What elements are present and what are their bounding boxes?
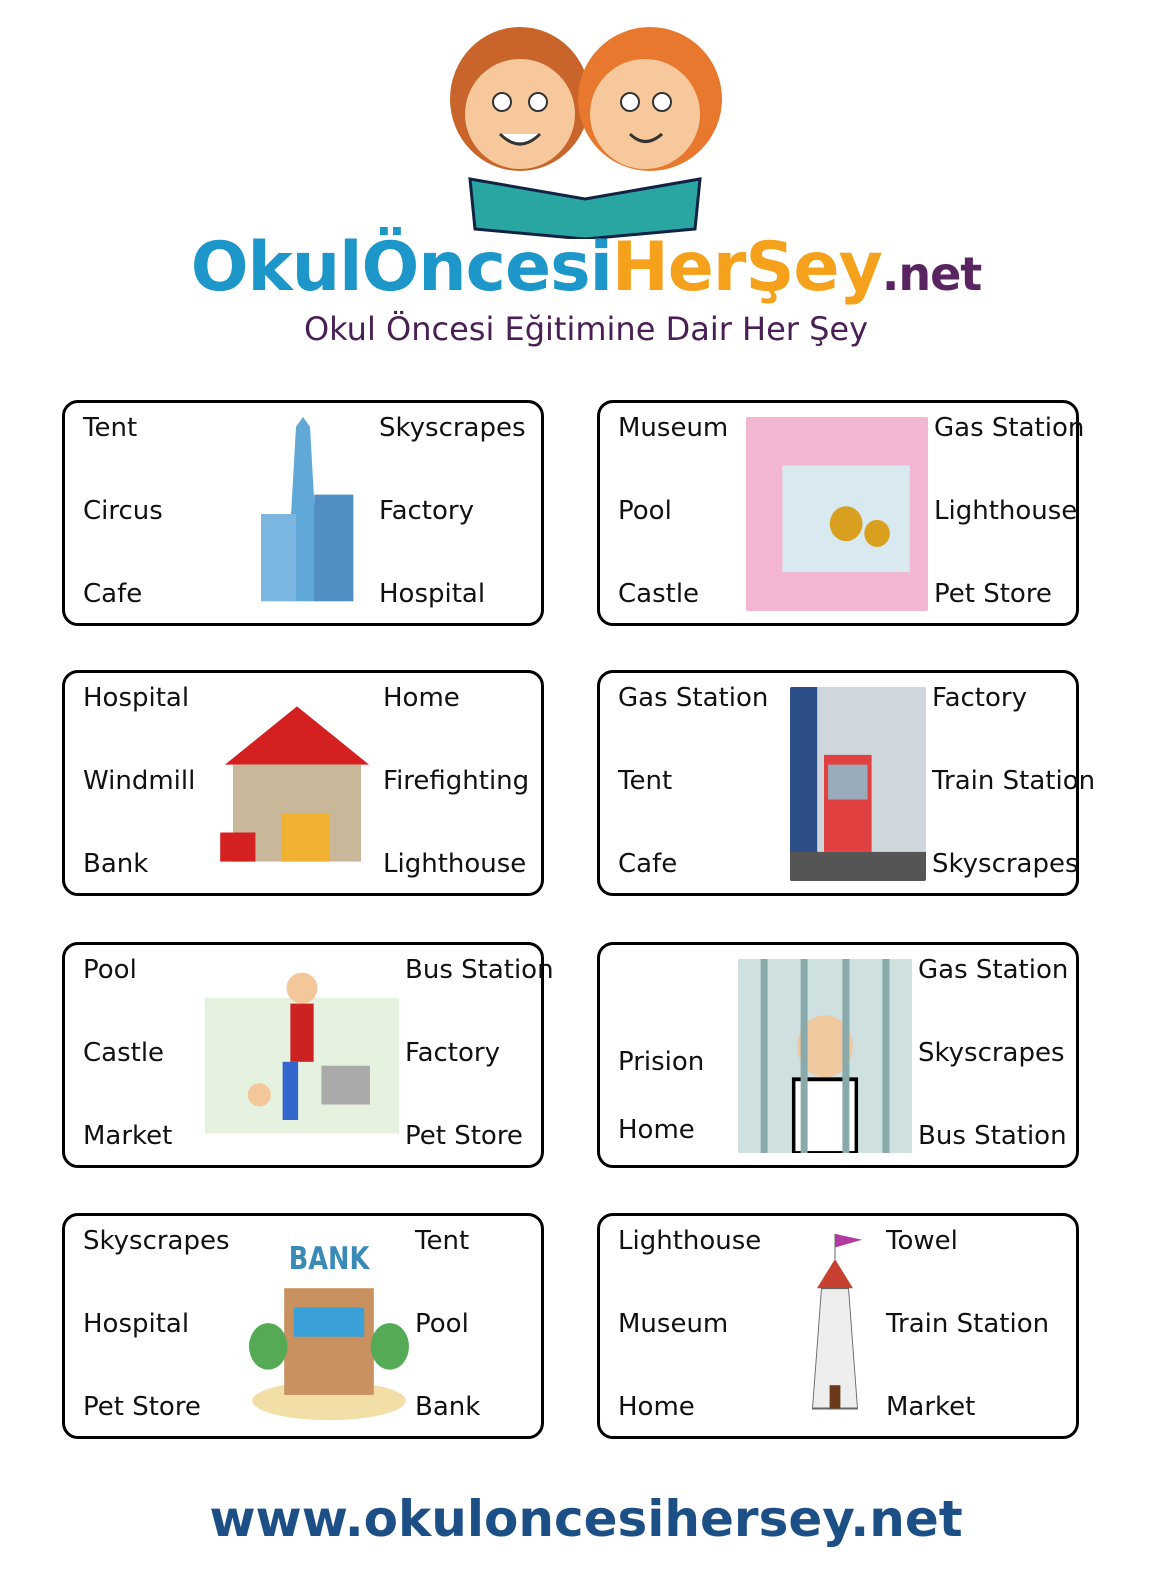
word-option[interactable]: Skyscrapes	[379, 413, 526, 443]
lighthouse-icon	[790, 1230, 880, 1424]
left-word-list	[83, 683, 195, 879]
vocabulary-card	[597, 1213, 1079, 1439]
word-option[interactable]: Tent	[618, 766, 673, 796]
word-option[interactable]: Windmill	[83, 766, 196, 796]
left-word-list	[618, 683, 768, 879]
fire-station-icon	[217, 687, 377, 881]
word-option[interactable]: Bank	[415, 1392, 481, 1422]
left-word-list	[618, 413, 728, 609]
vocabulary-card	[597, 670, 1096, 896]
word-option[interactable]: Bank	[83, 849, 149, 879]
word-option[interactable]: Museum	[618, 1309, 729, 1339]
word-option[interactable]: Factory	[932, 683, 1027, 713]
vocabulary-card	[62, 942, 554, 1168]
prison-icon	[738, 959, 912, 1153]
word-option[interactable]: Hospital	[83, 1309, 190, 1339]
word-option[interactable]: Gas Station	[618, 683, 769, 713]
right-word-list	[415, 1226, 535, 1422]
word-option[interactable]: Castle	[618, 579, 700, 609]
word-option[interactable]: Factory	[379, 496, 474, 526]
skyscraper-icon	[233, 417, 373, 611]
word-option[interactable]: Market	[83, 1121, 173, 1151]
word-option[interactable]: Firefighting	[383, 766, 530, 796]
word-option[interactable]: Home	[383, 683, 460, 713]
word-option[interactable]: Hospital	[379, 579, 486, 609]
word-option[interactable]: Train Station	[886, 1309, 1050, 1339]
word-option[interactable]: Bus Station	[405, 955, 554, 985]
word-option[interactable]: Castle	[83, 1038, 165, 1068]
word-option[interactable]: Cafe	[83, 579, 143, 609]
word-option[interactable]: Home	[618, 1115, 695, 1145]
word-option[interactable]: Pool	[415, 1309, 469, 1339]
right-word-list	[918, 955, 1070, 1151]
right-word-list	[886, 1226, 1070, 1422]
word-option[interactable]: Market	[886, 1392, 976, 1422]
left-word-list	[83, 413, 163, 609]
word-option[interactable]: Lighthouse	[934, 496, 1078, 526]
market-icon	[205, 959, 399, 1153]
footer-url[interactable]: www.okuloncesihersey.net	[209, 1490, 963, 1548]
pet-store-icon	[746, 417, 928, 611]
right-word-list	[934, 413, 1085, 609]
word-option[interactable]: Pool	[618, 496, 672, 526]
word-option[interactable]: Towel	[886, 1226, 958, 1256]
word-option[interactable]: Circus	[83, 496, 163, 526]
word-option[interactable]: Skyscrapes	[83, 1226, 230, 1256]
word-option[interactable]: Cafe	[618, 849, 678, 879]
train-station-icon	[790, 687, 926, 881]
word-option[interactable]: Gas Station	[918, 955, 1069, 985]
logo-part-2: HerŞey	[611, 228, 882, 307]
logo-part-1: OkulÖncesi	[190, 228, 612, 307]
word-option[interactable]: Bus Station	[918, 1121, 1067, 1151]
vocabulary-card	[597, 942, 1079, 1168]
left-word-list	[618, 955, 704, 1145]
word-option[interactable]: Tent	[83, 413, 138, 443]
vocabulary-card	[597, 400, 1085, 626]
right-word-list	[383, 683, 535, 879]
site-logo	[0, 228, 1172, 307]
word-option[interactable]: Lighthouse	[383, 849, 527, 879]
right-word-list	[405, 955, 554, 1151]
word-option[interactable]: Lighthouse	[618, 1226, 762, 1256]
word-option[interactable]: Prision	[618, 1047, 705, 1077]
logo-part-3: .net	[881, 247, 982, 301]
word-option[interactable]: Hospital	[83, 683, 190, 713]
reading-kids-logo-icon	[440, 14, 730, 239]
bank-icon	[249, 1230, 409, 1424]
vocabulary-card	[62, 400, 544, 626]
vocabulary-card	[62, 670, 544, 896]
word-option[interactable]: Pool	[83, 955, 137, 985]
vocabulary-card	[62, 1213, 544, 1439]
word-option[interactable]: Factory	[405, 1038, 500, 1068]
word-option[interactable]: Pet Store	[405, 1121, 523, 1151]
left-word-list	[83, 955, 172, 1151]
word-option[interactable]: Tent	[415, 1226, 470, 1256]
word-option[interactable]: Pet Store	[83, 1392, 201, 1422]
left-word-list	[83, 1226, 230, 1422]
word-option[interactable]: Skyscrapes	[918, 1038, 1065, 1068]
word-option[interactable]: Pet Store	[934, 579, 1052, 609]
word-option[interactable]: Skyscrapes	[932, 849, 1079, 879]
tagline: Okul Öncesi Eğitimine Dair Her Şey	[303, 310, 869, 348]
word-option[interactable]: Home	[618, 1392, 695, 1422]
word-option[interactable]: Gas Station	[934, 413, 1085, 443]
word-option[interactable]: Train Station	[932, 766, 1096, 796]
bank-sign-text: BANK	[288, 1240, 370, 1277]
right-word-list	[932, 683, 1096, 879]
left-word-list	[618, 1226, 761, 1422]
word-option[interactable]: Museum	[618, 413, 729, 443]
right-word-list	[379, 413, 535, 609]
